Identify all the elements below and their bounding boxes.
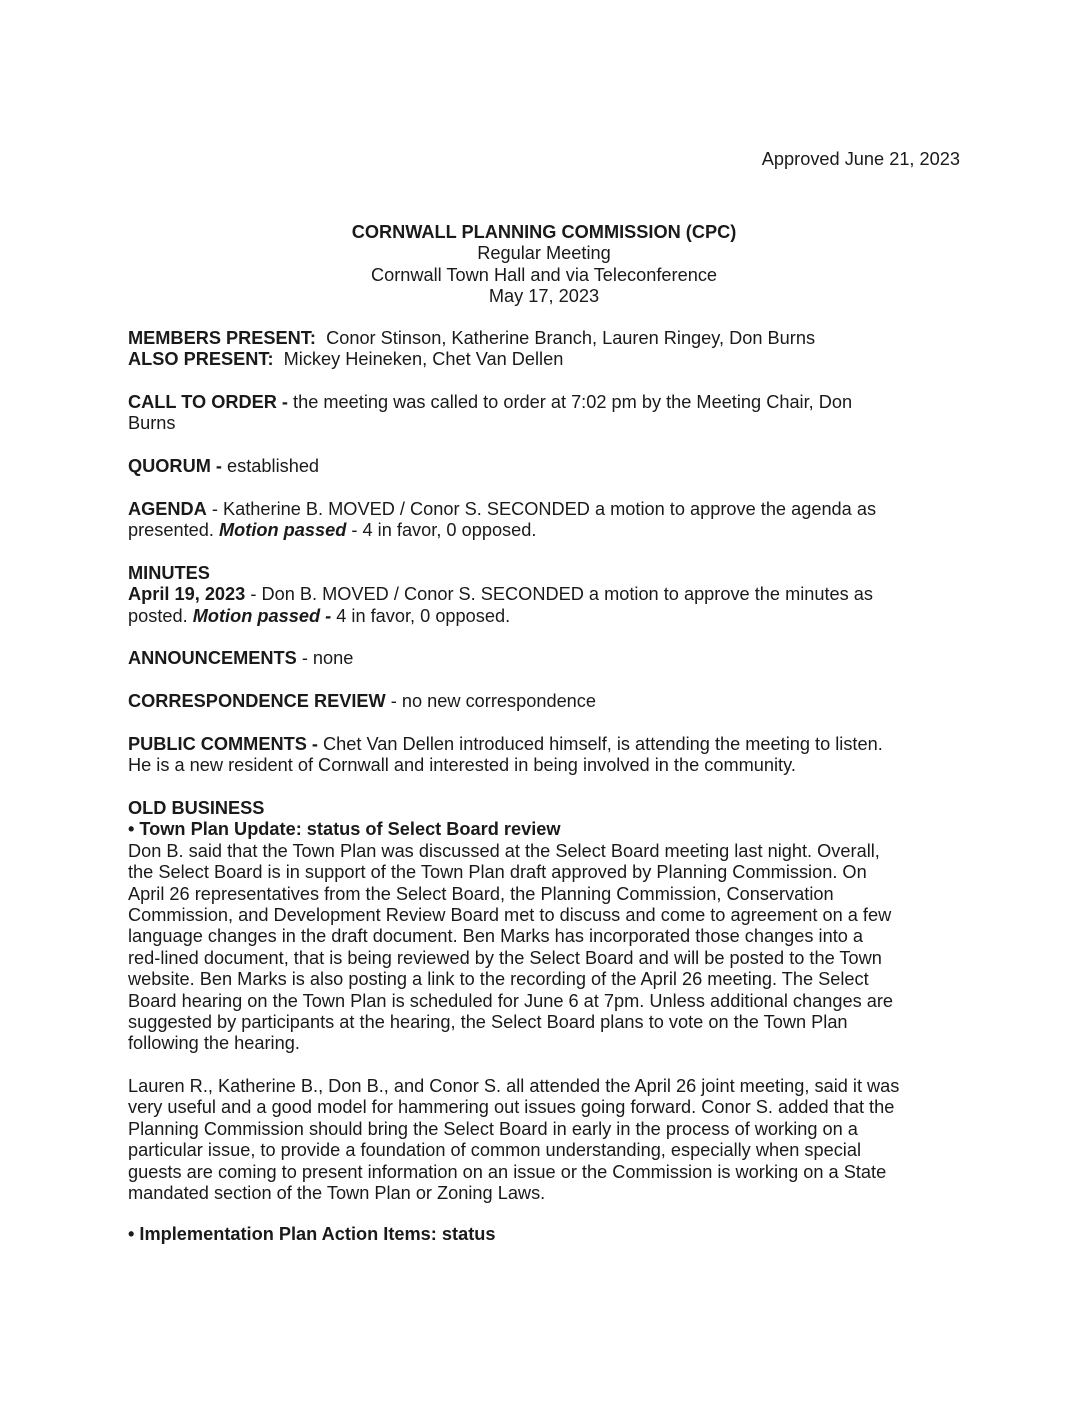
announcements-text: - none	[301, 648, 354, 668]
public-comments-section	[128, 734, 960, 777]
call-to-order-text: the meeting was called to order at 7:02 pm by the Meeting Chair, Don	[293, 392, 853, 412]
minutes-text-pre: posted.	[128, 605, 188, 626]
minutes-line1	[128, 584, 960, 605]
meeting-date: May 17, 2023	[488, 286, 600, 307]
members-present-line	[128, 328, 960, 349]
minutes-section	[128, 563, 960, 627]
public-comments-label: PUBLIC COMMENTS -	[128, 734, 318, 754]
paragraph-line: suggested by participants at the hearing, the Select Board plans to vote on the Town Plan	[128, 1012, 848, 1033]
paragraph-line: the Select Board is in support of the Town Plan draft approved by Planning Commission. On	[128, 862, 867, 883]
quorum-text: established	[227, 456, 320, 476]
announcements-label: ANNOUNCEMENTS	[128, 648, 297, 668]
document-header	[128, 222, 960, 308]
paragraph-line: guests are coming to present information on an issue or the Commission is working on a State	[128, 1161, 887, 1182]
approval-note: Approved June 21, 2023	[761, 149, 960, 169]
paragraph-line: website. Ben Marks is also posting a link to the recording of the April 26 meeting. The Select	[128, 969, 869, 990]
paragraph-line: red-lined document, that is being reviewed by the Select Board and will be posted to the Town	[128, 947, 882, 968]
minutes-line2	[128, 606, 960, 627]
members-present-names: Conor Stinson, Katherine Branch, Lauren Ringey, Don Burns	[326, 328, 816, 348]
old-business-section	[128, 798, 960, 1055]
old-business-label: OLD BUSINESS	[128, 798, 265, 818]
call-to-order-label: CALL TO ORDER -	[128, 392, 288, 412]
paragraph-line: Planning Commission should bring the Select Board in early in the process of working on a	[128, 1118, 858, 1139]
agenda-line2	[128, 520, 960, 541]
town-plan-update-paragraph-2	[128, 1076, 960, 1204]
document-title: CORNWALL PLANNING COMMISSION (CPC)	[351, 222, 737, 242]
paragraph-line: following the hearing.	[128, 1033, 300, 1054]
minutes-vote: 4 in favor, 0 opposed.	[336, 605, 511, 626]
also-present-names: Mickey Heineken, Chet Van Dellen	[283, 349, 564, 370]
paragraph-line: language changes in the draft document. Ben Marks has incorporated those changes into a	[128, 926, 864, 947]
call-to-order-section	[128, 392, 960, 435]
public-comments-text: Chet Van Dellen introduced himself, is attending the meeting to listen.	[323, 734, 883, 754]
also-present-label: ALSO PRESENT:	[128, 349, 274, 370]
minutes-date: April 19, 2023	[128, 584, 246, 605]
paragraph-line: mandated section of the Town Plan or Zoning Laws.	[128, 1183, 546, 1204]
town-plan-update-paragraph-1	[128, 841, 960, 1055]
paragraph-line: Board hearing on the Town Plan is scheduled for June 6 at 7pm. Unless additional changes are	[128, 990, 894, 1011]
paragraph-line: Don B. said that the Town Plan was discussed at the Select Board meeting last night. Overall,	[128, 840, 880, 861]
correspondence-section	[128, 691, 960, 712]
minutes-label: MINUTES	[128, 563, 210, 583]
paragraph-line: particular issue, to provide a foundation of common understanding, especially when special	[128, 1140, 861, 1161]
town-plan-update-heading: • Town Plan Update: status of Select Board review	[128, 819, 561, 840]
agenda-label: AGENDA	[128, 499, 207, 519]
implementation-plan-heading: • Implementation Plan Action Items: status	[128, 1224, 496, 1244]
paragraph-line: April 26 representatives from the Select Board, the Planning Commission, Conservation	[128, 883, 834, 904]
correspondence-text: - no new correspondence	[390, 691, 597, 711]
agenda-motion-result: Motion passed	[219, 520, 347, 541]
meeting-type: Regular Meeting	[477, 243, 611, 264]
members-present-label: MEMBERS PRESENT:	[128, 328, 316, 348]
agenda-text: - Katherine B. MOVED / Conor S. SECONDED a motion to approve the agenda as	[211, 499, 877, 519]
attendance-section	[128, 328, 960, 371]
also-present-line	[128, 349, 960, 370]
paragraph-line: Lauren R., Katherine B., Don B., and Conor S. all attended the April 26 joint meeting, said it was	[128, 1076, 900, 1096]
public-comments-line1	[128, 734, 960, 755]
call-to-order-line2: Burns	[128, 413, 176, 434]
meeting-location: Cornwall Town Hall and via Teleconference	[370, 264, 718, 285]
agenda-line1	[128, 499, 960, 520]
minutes-text: - Don B. MOVED / Conor S. SECONDED a motion to approve the minutes as	[250, 584, 874, 605]
quorum-label: QUORUM -	[128, 456, 222, 476]
agenda-text-pre: presented.	[128, 520, 214, 541]
minutes-motion-result: Motion passed -	[192, 605, 332, 626]
call-to-order-line1	[128, 392, 960, 413]
agenda-vote: - 4 in favor, 0 opposed.	[351, 520, 537, 541]
agenda-section	[128, 499, 960, 542]
quorum-section	[128, 456, 960, 477]
paragraph-line: very useful and a good model for hammering out issues going forward. Conor S. added that the	[128, 1097, 895, 1118]
announcements-section	[128, 648, 960, 669]
public-comments-line2: He is a new resident of Cornwall and interested in being involved in the community.	[128, 755, 796, 776]
paragraph-line: Commission, and Development Review Board met to discuss and come to agreement on a few	[128, 905, 892, 926]
correspondence-label: CORRESPONDENCE REVIEW	[128, 691, 386, 711]
